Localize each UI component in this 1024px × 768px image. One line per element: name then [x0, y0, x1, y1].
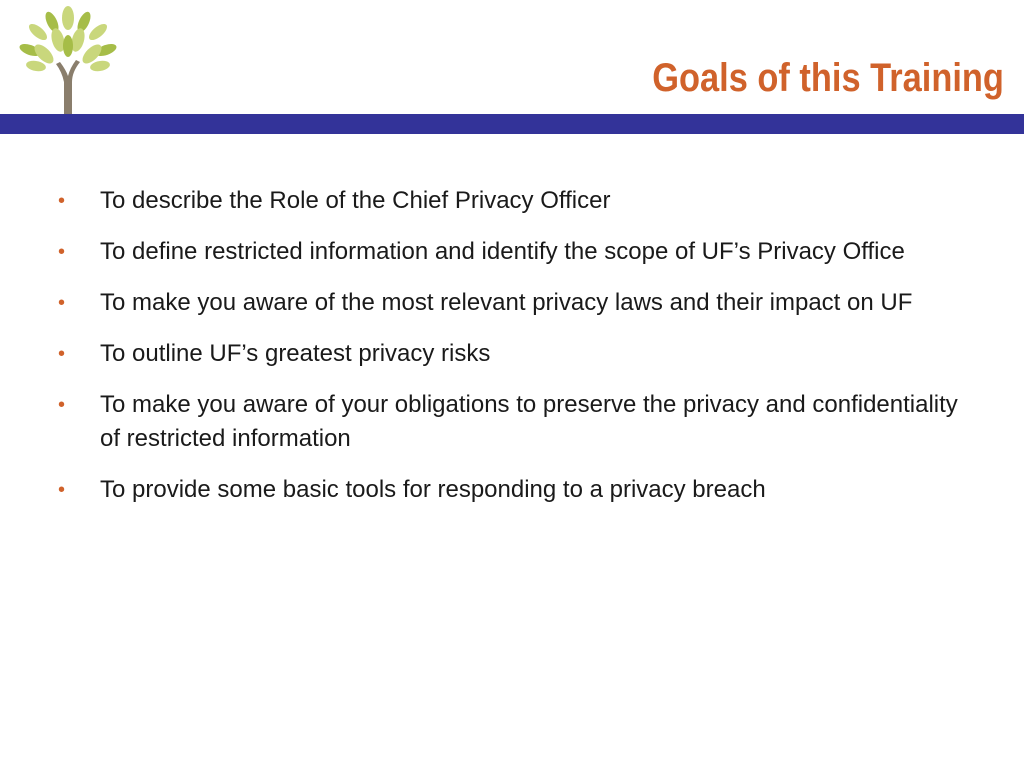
- list-item: [58, 235, 958, 269]
- bullet-icon: •: [58, 479, 66, 501]
- tree-logo-icon: [12, 2, 124, 114]
- list-item: [58, 184, 958, 218]
- list-item: [58, 473, 958, 507]
- list-item: [58, 337, 958, 371]
- list-item-text: To outline UF’s greatest privacy risks: [100, 340, 491, 367]
- bullet-icon: •: [58, 394, 66, 416]
- list-item-text: To describe the Role of the Chief Privacy Officer: [100, 187, 611, 214]
- bullet-icon: •: [58, 241, 66, 263]
- page-title: Goals of this Training: [652, 56, 1004, 100]
- bullet-icon: •: [58, 343, 66, 365]
- list-item: [58, 388, 958, 456]
- header-divider-bar: [0, 114, 1024, 134]
- bullet-icon: •: [58, 190, 66, 212]
- bullet-icon: •: [58, 292, 66, 314]
- list-item-text: To make you aware of your obligations to preserve the privacy and confidentiality of restricted information: [100, 391, 958, 452]
- list-item-text: To make you aware of the most relevant privacy laws and their impact on UF: [100, 289, 913, 316]
- goals-list: [58, 184, 958, 524]
- list-item-text: To provide some basic tools for responding to a privacy breach: [100, 476, 766, 503]
- list-item: [58, 286, 958, 320]
- list-item-text: To define restricted information and identify the scope of UF’s Privacy Office: [100, 238, 905, 265]
